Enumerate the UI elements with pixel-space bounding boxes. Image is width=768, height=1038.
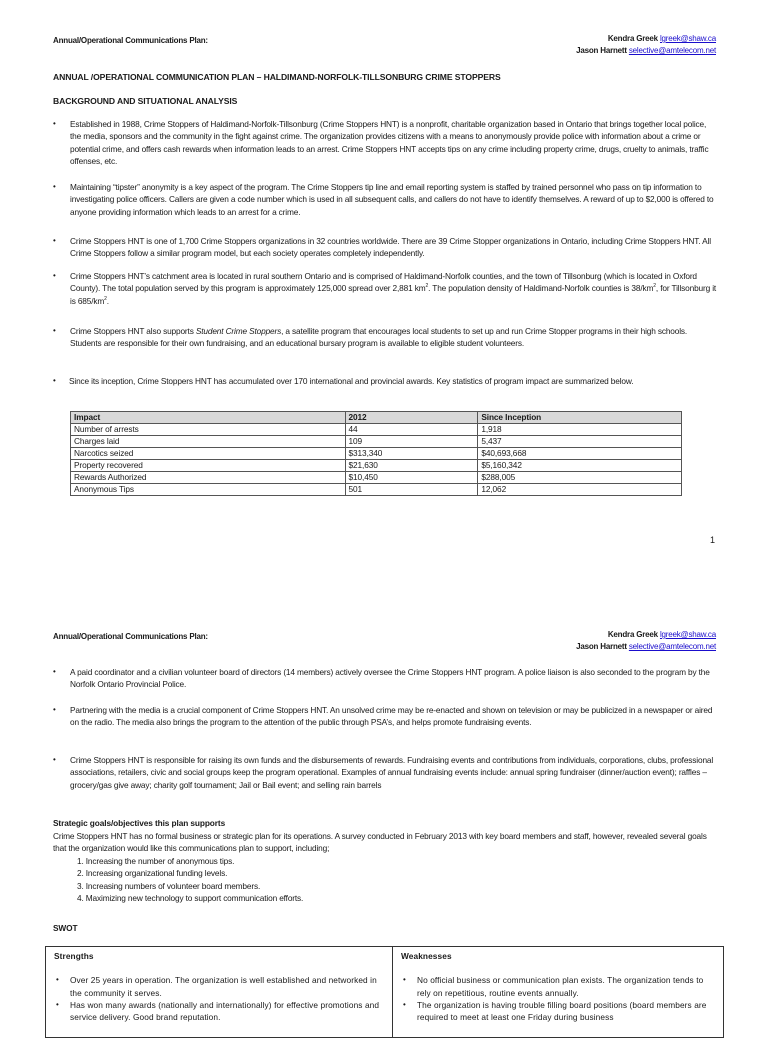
list-item <box>53 235 718 260</box>
weakness-text: No official business or communication plan exists. The organization tends to rely on repetitious, routine events annually. <box>417 975 704 998</box>
cell-impact: Property recovered <box>71 460 346 472</box>
bullet-icon: • <box>53 182 56 191</box>
cell-2012: $10,450 <box>345 472 478 484</box>
running-header-title: Annual/Operational Communications Plan: <box>53 632 208 641</box>
cell-since-inception: 1,918 <box>478 424 682 436</box>
goal-item: 3. Increasing numbers of volunteer board members. <box>77 880 261 891</box>
document-page-2 <box>0 560 768 1024</box>
table-header-row <box>71 412 682 424</box>
cell-since-inception: $5,160,342 <box>478 460 682 472</box>
strategic-goals-heading: Strategic goals/objectives this plan supports <box>53 818 226 828</box>
program-name-italic: Student Crime Stoppers <box>195 326 282 336</box>
column-header-since-inception: Since Inception <box>478 412 682 424</box>
table-row <box>71 472 682 484</box>
goal-item: 1. Increasing the number of anonymous tips. <box>77 856 235 866</box>
strategic-intro-paragraph: Crime Stoppers HNT has no formal business or strategic plan for its operations. A survey conducted in February 2013 with key board members and staff, however, revealed several goals that the organization would like this communications plan to support, including; <box>53 831 707 854</box>
bullet-text: Crime Stoppers HNT is one of 1,700 Crime Stoppers organizations in 32 countries worldwide. There are 39 Crime Stopper organizations in Ontario, including Crime Stoppers HNT. All Crime Stoppers follow a similar program model, but each society operates completely independently. <box>70 236 711 259</box>
weaknesses-title: Weaknesses <box>401 951 452 961</box>
list-item <box>53 181 718 218</box>
cell-impact: Number of arrests <box>71 424 346 436</box>
bullet-icon: • <box>53 667 56 676</box>
list-item <box>53 666 718 691</box>
bullet-icon: • <box>53 271 56 280</box>
table-row <box>71 484 682 496</box>
bullet-text: Maintaining “tipster” anonymity is a key aspect of the program. The Crime Stoppers tip line and email reporting system is staffed by trained personnel who pass on tip information to investigating police officers. Callers are given a code number which is used in all subsequent calls, and callers do not have to identify themselves. A reward of up to $2,000 is offered to anyone providing information which leads to an arrest for a crime. <box>70 182 714 217</box>
table-row <box>71 424 682 436</box>
email-link-jason[interactable]: selective@amtelecom.net <box>628 46 716 55</box>
bullet-text: Since its inception, Crime Stoppers HNT has accumulated over 170 international and provincial awards. Key statistics of program impact are summarized below. <box>69 376 634 386</box>
email-link-kendra[interactable]: lgreek@shaw.ca <box>659 34 716 43</box>
contact-kendra <box>576 629 716 641</box>
contact-name: Kendra Greek <box>607 34 658 43</box>
list-item <box>54 974 384 999</box>
bullet-text: Crime Stoppers HNT is responsible for raising its own funds and the disbursements of rewards. Fundraising events and contributions from individuals, corporations, clubs, professional associations, retailers, civic and social groups keep the program operational. Examples of annual fundraising events include: annual spring fundraiser (dinner/auction event); raffles – grocery/gas give away; charity golf tournament; Jail or Bail event; and selling rain barrels <box>70 755 714 790</box>
list-item <box>53 118 718 167</box>
weakness-text: The organization is having trouble filling board positions (board members are required to meet at least one Friday during business <box>417 999 707 1023</box>
strengths-title: Strengths <box>54 951 94 961</box>
contact-name: Jason Harnett <box>576 642 627 651</box>
section-heading-background: BACKGROUND AND SITUATIONAL ANALYSIS <box>53 96 238 106</box>
bullet-icon: • <box>403 975 406 985</box>
cell-since-inception: $40,693,668 <box>478 448 682 460</box>
bullet-text: Crime Stoppers HNT’s catchment area is located in rural southern Ontario and is comprised of Haldimand-Norfolk counties, and the town of Tillsonburg (which is located in Oxford County). The total population served by this program is approximately 125,000 spread over 2,881 $km^2$. The population density of Haldimand-Norfolk counties is $38/km^2$, for Tillsonburg it is $685/km^2$. <box>70 271 717 306</box>
email-link-jason[interactable]: selective@amtelecom.net <box>628 642 716 651</box>
bullet-icon: • <box>53 376 56 385</box>
column-header-2012: 2012 <box>345 412 478 424</box>
swot-heading: SWOT <box>53 923 78 933</box>
list-item <box>53 270 718 307</box>
bullet-icon: • <box>56 975 59 985</box>
cell-impact: Charges laid <box>71 436 346 448</box>
strength-text: Over 25 years in operation. The organization is well established and networked in the community it serves. <box>70 975 377 998</box>
column-header-impact: Impact <box>71 412 346 424</box>
cell-impact: Anonymous Tips <box>71 484 346 496</box>
running-header-title: Annual/Operational Communications Plan: <box>53 36 208 45</box>
cell-2012: $313,340 <box>345 448 478 460</box>
cell-impact: Narcotics seized <box>71 448 346 460</box>
cell-since-inception: $288,005 <box>478 472 682 484</box>
list-item <box>53 754 718 791</box>
cell-2012: 109 <box>345 436 478 448</box>
list-item <box>401 999 715 1024</box>
cell-since-inception: 12,062 <box>478 484 682 496</box>
bullet-icon: • <box>53 119 56 128</box>
running-header-contacts <box>576 33 716 57</box>
contact-name: Kendra Greek <box>607 630 658 639</box>
cell-2012: 501 <box>345 484 478 496</box>
bullet-icon: • <box>56 999 59 1009</box>
list-item <box>53 704 718 729</box>
email-link-kendra[interactable]: lgreek@shaw.ca <box>659 630 716 639</box>
page-number: 1 <box>709 535 715 545</box>
contact-kendra <box>576 33 716 45</box>
document-title: ANNUAL /OPERATIONAL COMMUNICATION PLAN – HALDIMAND-NORFOLK-TILLSONBURG CRIME STOPPERS <box>53 72 501 82</box>
contact-jason <box>576 641 716 653</box>
bullet-icon: • <box>53 326 56 335</box>
bullet-text: A paid coordinator and a civilian volunteer board of directors (14 members) actively oversee the Crime Stoppers HNT program. A police liaison is also seconded to the program by the Norfolk Ontario Provincial Police. <box>70 667 710 690</box>
contact-name: Jason Harnett <box>576 46 627 55</box>
contact-jason <box>576 45 716 57</box>
table-row <box>71 460 682 472</box>
cell-2012: 44 <box>345 424 478 436</box>
list-item <box>53 375 718 387</box>
strength-text: Has won many awards (nationally and internationally) for effective promotions and service delivery. Good brand reputation. <box>70 999 380 1023</box>
cell-impact: Rewards Authorized <box>71 472 346 484</box>
bullet-icon: • <box>403 999 406 1009</box>
bullet-text: Crime Stoppers HNT also supports Student Crime Stoppers, a satellite program that encourages local students to set up and run Crime Stopper programs in their high schools. Students are responsible for their own fundraising, and an educational bursary program is available to eligible student volunteers. <box>70 326 688 349</box>
table-row <box>71 448 682 460</box>
list-item <box>401 974 715 999</box>
strategic-goals-list <box>77 855 303 904</box>
running-header-contacts <box>576 629 716 653</box>
list-item <box>53 325 718 350</box>
swot-table <box>45 946 724 1038</box>
table-row <box>71 436 682 448</box>
bullet-text: Partnering with the media is a crucial component of Crime Stoppers HNT. An unsolved crime may be re-enacted and shown on television or may be publicized in a newspaper or aired on the radio. The media also brings the program to the attention of the public through PSA’s, and helps promote fundraising events. <box>70 705 713 728</box>
bullet-icon: • <box>53 236 56 245</box>
bullet-icon: • <box>53 705 56 714</box>
cell-2012: $21,630 <box>345 460 478 472</box>
impact-statistics-table <box>70 411 682 496</box>
goal-item: 2. Increasing organizational funding levels. <box>77 868 228 879</box>
list-item <box>54 999 384 1024</box>
bullet-text: Established in 1988, Crime Stoppers of Haldimand-Norfolk-Tillsonburg (Crime Stoppers HNT) is a nonprofit, charitable organization based in Ontario that brings together local police, the media, sponsors and the community in the fight against crime. The organization provides citizens with a means to anonymously provide police with information about a crime or potential crime, and offers cash rewards when information leads to an arrest. Crime Stoppers HNT accepts tips on any crime including property crime, drugs, cruelty to animals, traffic offenses, etc. <box>70 119 709 166</box>
cell-since-inception: 5,437 <box>478 436 682 448</box>
goal-item: 4. Maximizing new technology to support communication efforts. <box>77 892 304 903</box>
bullet-icon: • <box>53 755 56 764</box>
